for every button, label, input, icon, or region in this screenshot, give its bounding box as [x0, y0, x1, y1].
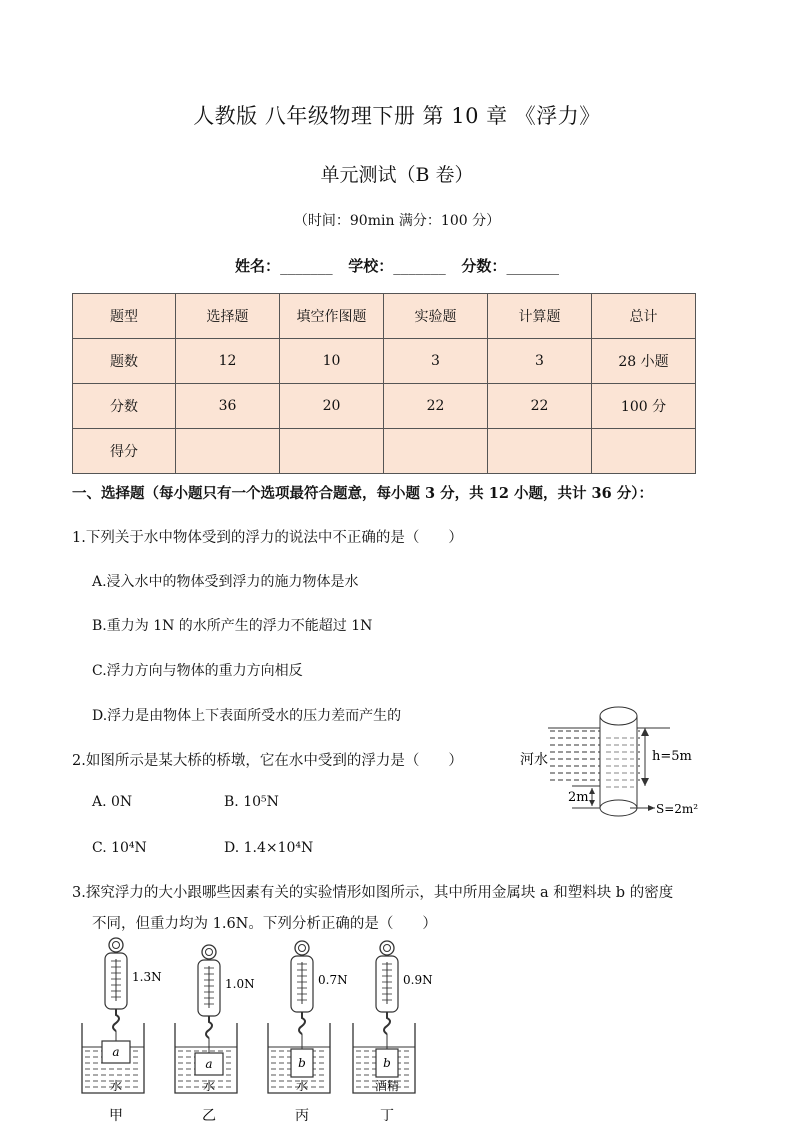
score-blank: _______ [506, 257, 559, 275]
score-label: 分数： [461, 257, 507, 275]
liquid-label: 水 [295, 1079, 309, 1093]
block-label: b [298, 1056, 306, 1070]
h-arrow-up [641, 728, 649, 736]
score-table-row [73, 294, 696, 339]
name-label: 姓名： [235, 257, 281, 275]
score-table-cell: 得分 [73, 429, 176, 474]
d-arrow-up [589, 788, 595, 794]
page-subtitle: 单元测试（B 卷） [320, 164, 474, 186]
scale-ring [202, 945, 216, 959]
setup-label: 丁 [380, 1108, 394, 1123]
score-table-cell: 3 [488, 339, 592, 384]
scale-ring [380, 941, 394, 955]
question-1-option-a: A.浸入水中的物体受到浮力的施力物体是水 [92, 574, 359, 590]
scale-hook [299, 1012, 305, 1034]
question-3-stem-line-2: 不同，但重力均为 1.6N。下列分析正确的是（ ） [92, 916, 437, 932]
score-table-header-cell: 实验题 [384, 294, 488, 339]
liquid-label: 酒精 [374, 1079, 400, 1093]
school-label: 学校： [348, 257, 394, 275]
depth-label: 2m [568, 790, 589, 805]
student-info-line [0, 255, 794, 276]
score-input-cell[interactable] [280, 429, 384, 474]
score-table-cell: 22 [384, 384, 488, 429]
buoyancy-experiment-figure [70, 935, 450, 1123]
scale-hook [113, 1009, 119, 1031]
name-blank: _______ [280, 257, 333, 275]
scale-reading: 1.3N [132, 970, 162, 984]
scale-reading: 1.0N [225, 977, 255, 991]
river-label: 河水 [520, 752, 548, 768]
scale-hook [384, 1012, 390, 1034]
scale-reading: 0.9N [403, 973, 433, 987]
score-table-cell: 100 分 [592, 384, 696, 429]
score-table-header-cell: 选择题 [176, 294, 280, 339]
liquid-label: 水 [202, 1079, 216, 1093]
scale-ring [295, 941, 309, 955]
score-table-cell: 分数 [73, 384, 176, 429]
score-input-cell[interactable] [592, 429, 696, 474]
score-table-header-cell: 题型 [73, 294, 176, 339]
score-table-cell: 20 [280, 384, 384, 429]
score-input-cell[interactable] [176, 429, 280, 474]
h-label: h=5m [652, 749, 692, 764]
block-label: a [205, 1057, 213, 1071]
question-2-option-c: C. 10⁴N [92, 840, 147, 856]
section-heading: 一、选择题（每小题只有一个选项最符合题意，每小题 3 分，共 12 小题，共计 36 分）： [72, 485, 653, 502]
question-2-option-b: B. 10⁵N [224, 794, 279, 810]
question-1-option-b: B.重力为 1N 的水所产生的浮力不能超过 1N [92, 618, 373, 634]
liquid-label: 水 [109, 1079, 123, 1093]
setup-label: 甲 [109, 1108, 123, 1123]
score-table-cell: 28 小题 [592, 339, 696, 384]
pier-top [600, 707, 637, 725]
score-table-cell: 3 [384, 339, 488, 384]
score-table-cell: 36 [176, 384, 280, 429]
question-2-option-d: D. 1.4×10⁴N [224, 840, 314, 856]
time-info: （时间：90min 满分：100 分） [293, 213, 501, 229]
page-title: 人教版 八年级物理下册 第 10 章 《浮力》 [193, 104, 601, 128]
setup-label: 乙 [202, 1108, 216, 1123]
score-table-cell: 22 [488, 384, 592, 429]
scale-reading: 0.7N [318, 973, 348, 987]
question-1-stem: 1.下列关于水中物体受到的浮力的说法中不正确的是（ ） [72, 530, 463, 546]
area-label: S=2m² [656, 802, 699, 816]
score-table-cell: 10 [280, 339, 384, 384]
question-3-stem-line-1: 3.探究浮力的大小跟哪些因素有关的实验情形如图所示，其中所用金属块 a 和塑料块 b 的密度 [72, 885, 674, 901]
bridge-pier-figure [510, 700, 720, 825]
score-table-row [73, 429, 696, 474]
scale-ring [109, 938, 123, 952]
question-1-option-c: C.浮力方向与物体的重力方向相反 [92, 663, 303, 679]
score-table-row [73, 384, 696, 429]
setup-label: 丙 [295, 1108, 309, 1123]
s-arrow [648, 805, 655, 811]
h-arrow-down [641, 778, 649, 786]
question-1-option-d: D.浮力是由物体上下表面所受水的压力差而产生的 [92, 708, 402, 724]
block-label: a [112, 1045, 120, 1059]
score-table-header-cell: 填空作图题 [280, 294, 384, 339]
score-table-cell: 题数 [73, 339, 176, 384]
question-2-option-a: A. 0N [92, 794, 133, 810]
score-input-cell[interactable] [488, 429, 592, 474]
d-arrow-down [589, 800, 595, 806]
school-blank: _______ [393, 257, 446, 275]
question-2-stem: 2.如图所示是某大桥的桥墩，它在水中受到的浮力是（ ） [72, 753, 463, 769]
score-table-row [73, 339, 696, 384]
block-label: b [383, 1056, 391, 1070]
scale-hook [206, 1016, 212, 1038]
score-table-header-cell: 总计 [592, 294, 696, 339]
score-table-header-cell: 计算题 [488, 294, 592, 339]
score-table [72, 293, 696, 474]
pier-submerged-shade [603, 732, 634, 792]
score-table-cell: 12 [176, 339, 280, 384]
score-input-cell[interactable] [384, 429, 488, 474]
